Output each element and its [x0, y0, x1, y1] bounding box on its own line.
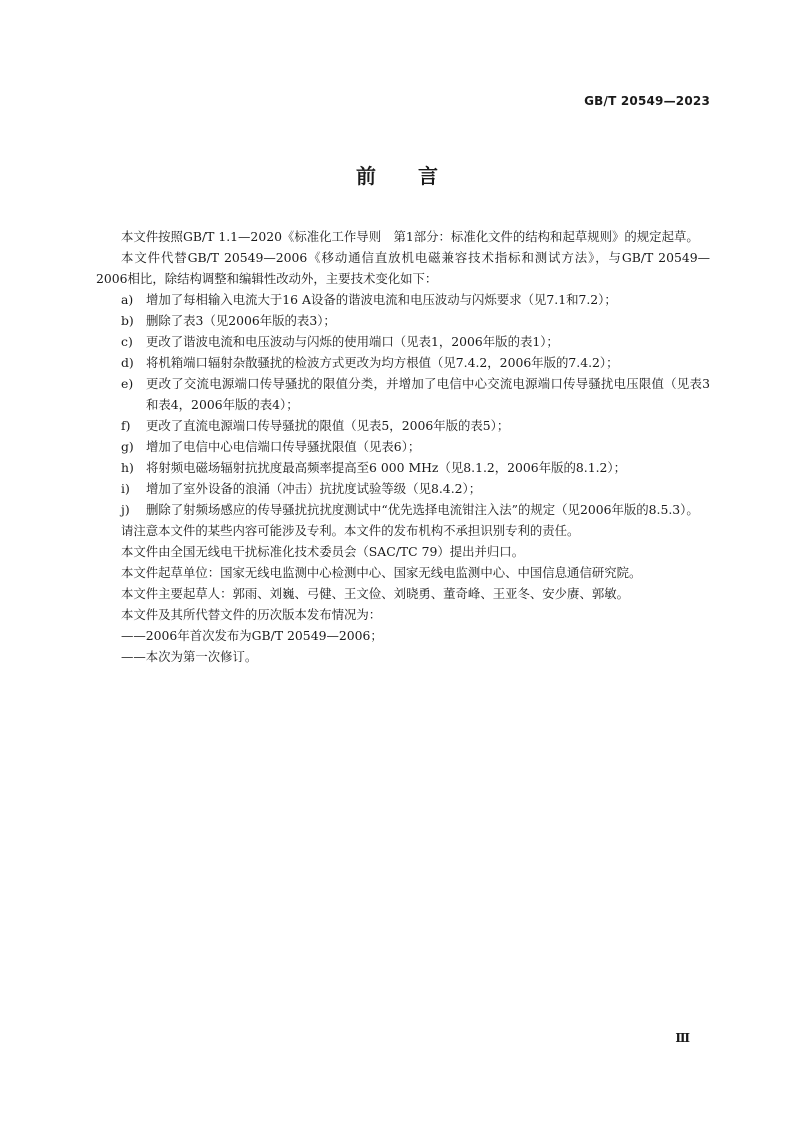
- list-item-label: a): [121, 292, 134, 307]
- paragraph-drafters: 本文件主要起草人：郭雨、刘巍、弓健、王文俭、刘晓勇、董奇峰、王亚冬、安少赓、郭敏。: [121, 586, 630, 601]
- list-item: [96, 457, 710, 478]
- list-item: [96, 478, 710, 499]
- document-body: [96, 226, 710, 667]
- list-item-text: 删除了表3（见2006年版的表3）；: [146, 313, 336, 328]
- list-item-text: 增加了每相输入电流大于16 A设备的谐波电流和电压波动与闪烁要求（见7.1和7.2）；: [146, 292, 617, 307]
- title-part-2: 言: [418, 164, 438, 188]
- list-item-text: 增加了室外设备的浪涌（冲击）抗扰度试验等级（见8.4.2）；: [146, 481, 482, 496]
- list-item-label: g): [121, 439, 134, 454]
- paragraph-history-intro: 本文件及其所代替文件的历次版本发布情况为：: [121, 607, 382, 622]
- list-item: [96, 331, 710, 352]
- list-item-label: j): [121, 502, 130, 517]
- list-item-label: h): [121, 460, 134, 475]
- list-item: [96, 310, 710, 331]
- standard-code: GB/T 20549—2023: [584, 94, 710, 108]
- list-item: [96, 289, 710, 310]
- page-title: [0, 160, 794, 189]
- list-item: [96, 352, 710, 373]
- list-item: [96, 436, 710, 457]
- paragraph-drafting-rules: 本文件按照GB/T 1.1—2020《标准化工作导则 第1部分：标准化文件的结构和起草规则》的规定起草。: [121, 229, 699, 244]
- list-item-label: e): [121, 376, 134, 391]
- list-item-label: c): [121, 334, 133, 349]
- list-item: [96, 373, 710, 415]
- title-part-1: 前: [356, 164, 376, 188]
- list-item-label: d): [121, 355, 134, 370]
- paragraph-replacement: 本文件代替GB/T 20549—2006《移动通信直放机电磁兼容技术指标和测试方法》，与GB/T 20549—2006相比，除结构调整和编辑性改动外，主要技术变化如下：: [96, 250, 710, 286]
- list-item: [96, 499, 710, 520]
- paragraph-patent-notice: 请注意本文件的某些内容可能涉及专利。本文件的发布机构不承担识别专利的责任。: [121, 523, 580, 538]
- list-item-text: 更改了谐波电流和电压波动与闪烁的使用端口（见表1，2006年版的表1）；: [146, 334, 559, 349]
- list-item-label: f): [121, 418, 131, 433]
- history-item: ——2006年首次发布为GB/T 20549—2006；: [121, 628, 383, 643]
- list-item-text: 更改了交流电源端口传导骚扰的限值分类，并增加了电信中心交流电源端口传导骚扰电压限值（见表3和表4，2006年版的表4）；: [146, 376, 710, 412]
- paragraph-proposer: 本文件由全国无线电干扰标准化技术委员会（SAC/TC 79）提出并归口。: [121, 544, 525, 559]
- list-item: [96, 415, 710, 436]
- changes-list: [96, 289, 710, 520]
- list-item-text: 删除了射频场感应的传导骚扰抗扰度测试中“优先选择电流钳注入法”的规定（见2006年版的8.5.3）。: [146, 502, 699, 517]
- list-item-text: 将机箱端口辐射杂散骚扰的检波方式更改为均方根值（见7.4.2，2006年版的7.4.2）；: [146, 355, 619, 370]
- list-item-text: 更改了直流电源端口传导骚扰的限值（见表5，2006年版的表5）；: [146, 418, 510, 433]
- list-item-label: b): [121, 313, 134, 328]
- page-number: Ⅲ: [675, 1031, 690, 1045]
- list-item-text: 将射频电磁场辐射抗扰度最高频率提高至6 000 MHz（见8.1.2，2006年版的8.1.2）；: [146, 460, 626, 475]
- history-item: ——本次为第一次修订。: [121, 649, 258, 664]
- list-item-text: 增加了电信中心电信端口传导骚扰限值（见表6）；: [146, 439, 421, 454]
- paragraph-drafting-units: 本文件起草单位：国家无线电监测中心检测中心、国家无线电监测中心、中国信息通信研究院。: [121, 565, 642, 580]
- list-item-label: i): [121, 481, 130, 496]
